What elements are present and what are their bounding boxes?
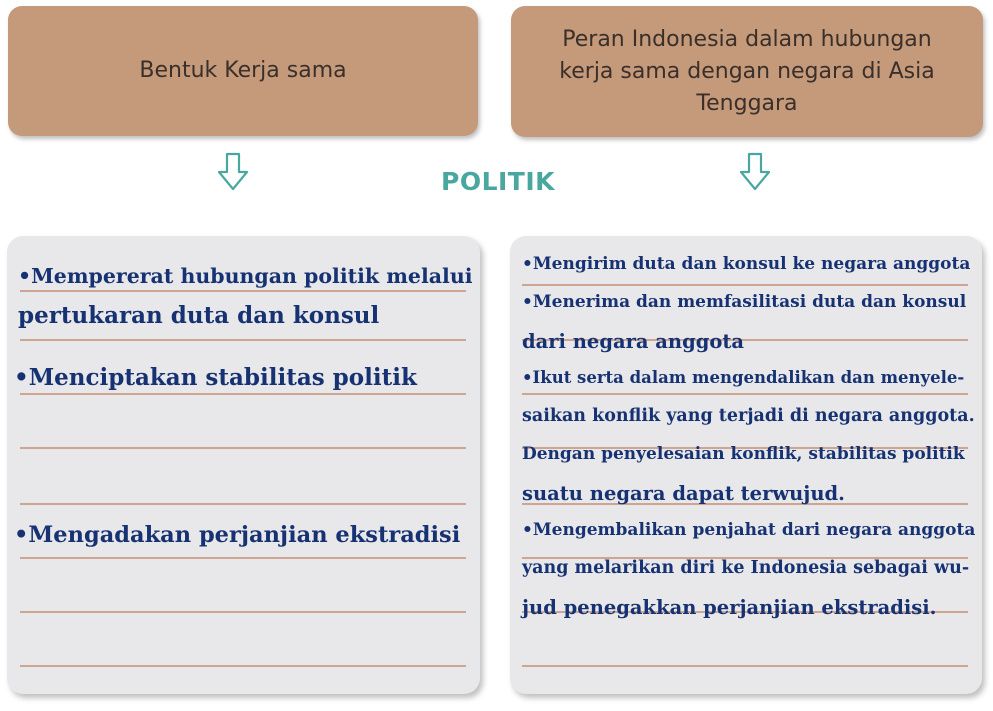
right-line: suatu negara dapat terwujud. (522, 482, 845, 505)
header-right-line: kerja sama dengan negara di Asia (559, 58, 935, 84)
ruled-line (20, 611, 466, 613)
right-line: Dengan penyelesaian konflik, stabilitas politik (522, 444, 965, 464)
right-line: dari negara anggota (522, 330, 745, 353)
ruled-line (20, 503, 466, 505)
right-line: •Menerima dan memfasilitasi duta dan konsul (522, 292, 967, 312)
ruled-line (20, 290, 466, 292)
header-left (8, 6, 478, 136)
right-line: •Ikut serta dalam mengendalikan dan menyele- (522, 368, 965, 387)
left-line: pertukaran duta dan konsul (18, 302, 380, 329)
down-arrow-icon (738, 152, 772, 192)
ruled-line (20, 557, 466, 559)
header-right-title (559, 24, 934, 120)
right-line: jud penegakkan perjanjian ekstradisi. (522, 596, 937, 619)
left-line: •Mempererat hubungan politik melalui (18, 264, 473, 288)
header-right-line: Tenggara (696, 90, 798, 116)
ruled-line (522, 665, 968, 667)
left-line: •Menciptakan stabilitas politik (14, 364, 417, 391)
right-line: •Mengembalikan penjahat dari negara anggota (522, 520, 976, 540)
ruled-line (522, 393, 968, 395)
ruled-line (20, 339, 466, 341)
header-right (511, 6, 983, 137)
right-line: yang melarikan diri ke Indonesia sebagai wu- (522, 558, 970, 578)
ruled-line (20, 447, 466, 449)
right-line: •Mengirim duta dan konsul ke negara anggota (522, 254, 971, 274)
ruled-line (20, 393, 466, 395)
left-line: •Mengadakan perjanjian ekstradisi (14, 522, 461, 548)
down-arrow-icon (216, 152, 250, 192)
header-right-line: Peran Indonesia dalam hubungan (562, 26, 932, 52)
section-title: POLITIK (441, 167, 556, 196)
ruled-line (20, 665, 466, 667)
ruled-line (522, 284, 968, 286)
header-left-title: Bentuk Kerja sama (139, 58, 347, 83)
right-line: saikan konflik yang terjadi di negara anggota. (522, 406, 975, 426)
